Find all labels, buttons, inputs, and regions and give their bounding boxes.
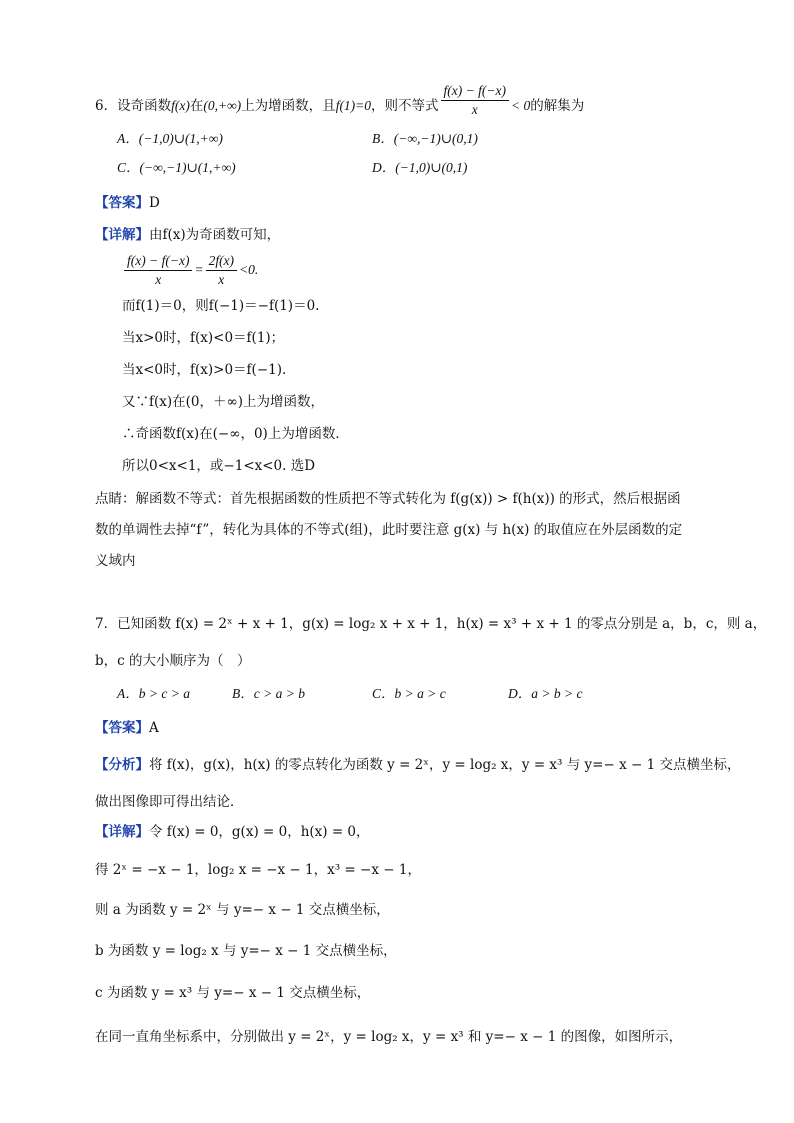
q7-detail-line-1 [95,822,370,842]
q6-stem-function: f(x) [171,98,190,113]
answer-value: D [149,195,160,211]
analysis-text: 将 f(x)，g(x)，h(x) 的零点转化为函数 y = 2ˣ，y = log₂ x，y = x³ 与 y=− x − 1 交点横坐标， [149,757,741,773]
fraction-denominator: x [471,102,478,117]
detail-tag: 【详解】 [95,824,149,840]
answer-tag: 【答案】 [95,195,149,211]
q6-note-line-3: 义域内 [95,553,136,569]
q7-detail-line-5: c 为函数 y = x³ 与 y=− x − 1 交点横坐标， [95,985,371,1001]
fraction-numerator: f(x) − f(−x) [441,82,509,101]
q6-detail-equation [122,250,258,290]
q7-analysis-line-1 [95,755,740,775]
q7-option-b: B．c > a > b [232,686,305,701]
q6-detail-line-5: ∴奇函数f(x)在(−∞，0)上为增函数． [122,426,349,442]
q6-detail-line-6: 所以0<x<1，或−1<x<0. 选D [122,458,316,474]
fraction-numerator: 2f(x) [206,252,237,271]
q7-option-c: C．b > a > c [372,686,446,701]
q6-detail-intro [95,225,280,245]
q6-note-line-2: 数的单调性去掉“f”，转化为具体的不等式(组)，此时要注意 g(x) 与 h(x) 的取值应在外层函数的定 [95,522,683,538]
q6-stem-interval: (0,+∞) [203,98,242,113]
q6-stem-fraction [441,82,509,119]
q7-detail-line-2: 得 2ˣ = −x − 1，log₂ x = −x − 1，x³ = −x − 1， [95,862,421,878]
q7-detail-line-3: 则 a 为函数 y = 2ˣ 与 y=− x − 1 交点横坐标， [95,902,390,918]
fraction-numerator: f(x) − f(−x) [124,252,192,271]
q6-stem-text: ，则不等式 [371,98,439,114]
fraction-denominator: x [155,272,162,288]
q6-stem-condition: f(1)=0 [335,98,372,113]
q7-detail-line-6: 在同一直角坐标系中，分别做出 y = 2ˣ，y = log₂ x，y = x³ 和 y=− x − 1 的图像，如图所示， [95,1029,683,1045]
q6-stem [95,83,585,125]
q6-option-b: B．(−∞,−1)∪(0,1) [372,131,478,146]
answer-tag: 【答案】 [95,720,149,736]
lt-zero: <0. [239,262,259,277]
q6-stem-text: 上为增函数，且 [241,98,336,114]
q7-option-d: D．a > b > c [508,686,583,701]
fraction-denominator: x [218,272,225,288]
q6-option-d: D．(−1,0)∪(0,1) [372,160,468,175]
detail-text: 由f(x)为奇函数可知， [149,227,281,243]
q6-detail-line-3: 当x<0时，f(x)>0＝f(−1). [122,362,287,378]
q6-frac1 [124,252,192,289]
analysis-tag: 【分析】 [95,757,149,773]
detail-text: 令 f(x) = 0，g(x) = 0，h(x) = 0， [149,824,370,840]
q6-note-line-1: 点睛：解函数不等式：首先根据函数的性质把不等式转化为 f(g(x)) > f(h(x)) 的形式，然后根据函 [95,491,681,507]
q6-option-a: A．(−1,0)∪(1,+∞) [117,131,223,146]
q6-stem-text: 在 [189,98,204,114]
q7-stem-line-1: 7．已知函数 f(x) = 2ˣ + x + 1，g(x) = log₂ x + x + 1，h(x) = x³ + x + 1 的零点分别是 a，b，c，则 a， [95,616,767,632]
q6-answer [95,193,160,213]
q6-stem-lt: < 0 [510,98,531,113]
q7-detail-line-4: b 为函数 y = log₂ x 与 y=− x − 1 交点横坐标， [95,943,397,959]
q7-option-a: A．b > c > a [117,686,190,701]
q6-option-c: C．(−∞,−1)∪(1,+∞) [117,160,236,175]
q6-detail-line-4: 又∵f(x)在(0，＋∞)上为增函数， [122,394,325,410]
answer-value: A [149,720,159,736]
q6-stem-text: 6．设奇函数 [95,98,172,114]
q7-analysis-line-2: 做出图像即可得出结论． [95,794,244,810]
q6-frac2 [206,252,237,289]
q6-stem-text: 的解集为 [530,98,585,114]
equals-sign: = [194,262,204,277]
q6-detail-line-2: 当x>0时，f(x)<0＝f(1)； [122,330,285,346]
q7-answer [95,718,159,738]
detail-tag: 【详解】 [95,227,149,243]
q6-detail-line-1: 而f(1)＝0，则f(−1)＝−f(1)＝0. [122,298,320,314]
q7-stem-line-2: b，c 的大小顺序为（ ） [95,653,251,669]
